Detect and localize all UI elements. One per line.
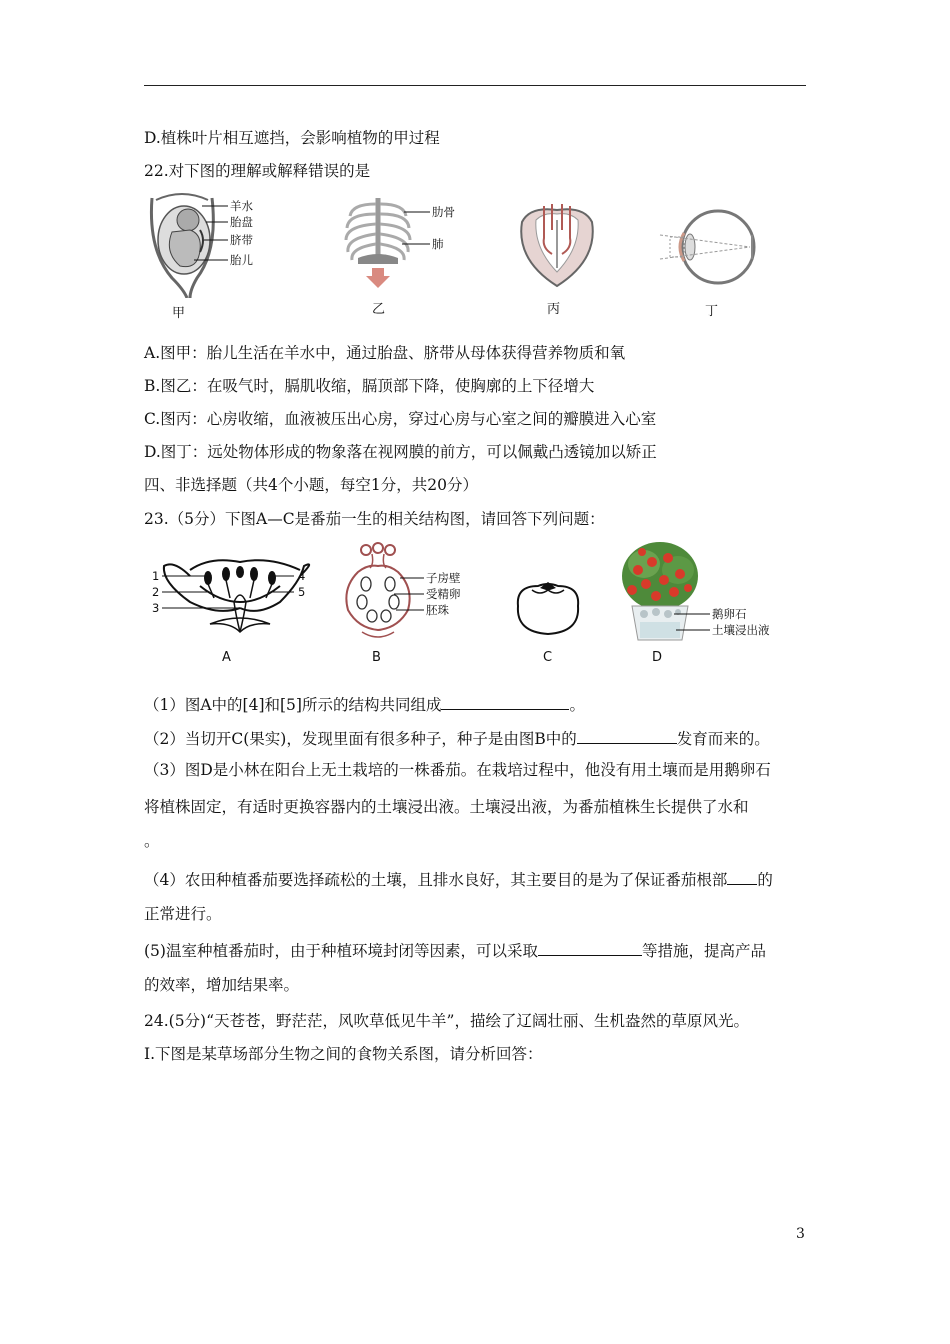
q23-sub3-line2: 将植株固定，有适时更换容器内的土壤浸出液。土壤浸出液，为番茄植株生长提供了水和 [144, 798, 749, 816]
page-number: 3 [796, 1226, 805, 1242]
label-fetus: 胎儿 [230, 253, 253, 267]
caption-ding: 丁 [705, 304, 719, 319]
q23-sub1: （1）图A中的[4]和[5]所示的结构共同组成 。 [144, 693, 585, 715]
flower-part-2: 2 [152, 585, 160, 599]
caption-bing: 丙 [547, 302, 561, 317]
answer-blank-2[interactable] [577, 727, 677, 744]
q22-option-b: B.图乙：在吸气时，膈肌收缩，膈顶部下降，使胸廓的上下径增大 [144, 377, 595, 395]
figure-yi-ribcage [338, 192, 468, 292]
flower-part-1: 1 [152, 569, 160, 583]
flower-part-5: 5 [298, 585, 306, 599]
caption-d: D [652, 650, 663, 665]
figure-b-pistil [332, 540, 474, 644]
figure-ding-eye [656, 205, 766, 295]
answer-blank-1[interactable] [441, 693, 569, 710]
q21-option-d: D.植株叶片相互遮挡，会影响植物的甲过程 [144, 129, 440, 147]
figure-d-hydroponic-plant [618, 540, 783, 644]
label-zygote: 受精卵 [426, 587, 461, 601]
figure-c-fruit [510, 578, 586, 638]
figure-jia-uterus [142, 190, 272, 298]
q24-stem: 24.(5分)“天苍苍，野茫茫，风吹草低见牛羊”，描绘了辽阔壮丽、生机盎然的草原风光。 [144, 1012, 749, 1030]
answer-blank-5[interactable] [538, 939, 642, 956]
q23-sub3-line3: 。 [144, 832, 160, 850]
caption-b: B [372, 650, 381, 665]
q22-option-d: D.图丁：远处物体形成的物象落在视网膜的前方，可以佩戴凸透镜加以矫正 [144, 443, 657, 461]
flower-part-3: 3 [152, 601, 160, 615]
answer-blank-4[interactable] [727, 868, 757, 885]
caption-a: A [222, 650, 231, 665]
figure-a-flower [150, 552, 315, 644]
q23-sub3-line1: （3）图D是小林在阳台上无土栽培的一株番茄。在栽培过程中，他没有用土壤而是用鹅卵石 [144, 761, 771, 779]
flower-part-4: 4 [298, 569, 306, 583]
label-lung: 肺 [432, 237, 444, 251]
q23-sub2: （2）当切开C(果实)，发现里面有很多种子，种子是由图B中的 发育而来的。 [144, 727, 770, 749]
label-ovary-wall: 子房壁 [426, 571, 461, 585]
label-pebbles: 鹅卵石 [712, 607, 747, 621]
label-soil-extract: 土壤浸出液 [712, 623, 770, 637]
q23-sub5-line2: 的效率，增加结果率。 [144, 976, 300, 994]
label-amniotic-fluid: 羊水 [230, 199, 253, 213]
q22-stem: 22.对下图的理解或解释错误的是 [144, 162, 371, 180]
q22-option-c: C.图丙：心房收缩，血液被压出心房，穿过心房与心室之间的瓣膜进入心室 [144, 410, 657, 428]
label-umbilical-cord: 脐带 [230, 233, 253, 247]
section-4-heading: 四、非选择题（共4个小题，每空1分，共20分） [144, 476, 478, 494]
figure-bing-heart [512, 200, 602, 292]
q22-option-a: A.图甲：胎儿生活在羊水中，通过胎盘、脐带从母体获得营养物质和氧 [144, 344, 626, 362]
caption-yi: 乙 [372, 302, 386, 317]
header-rule [144, 85, 806, 86]
label-ribs: 肋骨 [432, 205, 455, 219]
label-placenta: 胎盘 [230, 215, 253, 229]
q23-sub4: （4）农田种植番茄要选择疏松的土壤，且排水良好，其主要目的是为了保证番茄根部 的 [144, 868, 773, 890]
caption-jia: 甲 [172, 306, 186, 321]
q23-sub4-line2: 正常进行。 [144, 905, 222, 923]
caption-c: C [543, 650, 553, 665]
q23-sub5: (5)温室种植番茄时，由于种植环境封闭等因素，可以采取 等措施，提高产品 [144, 939, 766, 961]
label-ovule: 胚珠 [426, 603, 449, 617]
q24-part1: Ⅰ.下图是某草场部分生物之间的食物关系图，请分析回答： [144, 1045, 543, 1063]
q23-stem: 23.（5分）下图A—C是番茄一生的相关结构图，请回答下列问题： [144, 510, 605, 528]
